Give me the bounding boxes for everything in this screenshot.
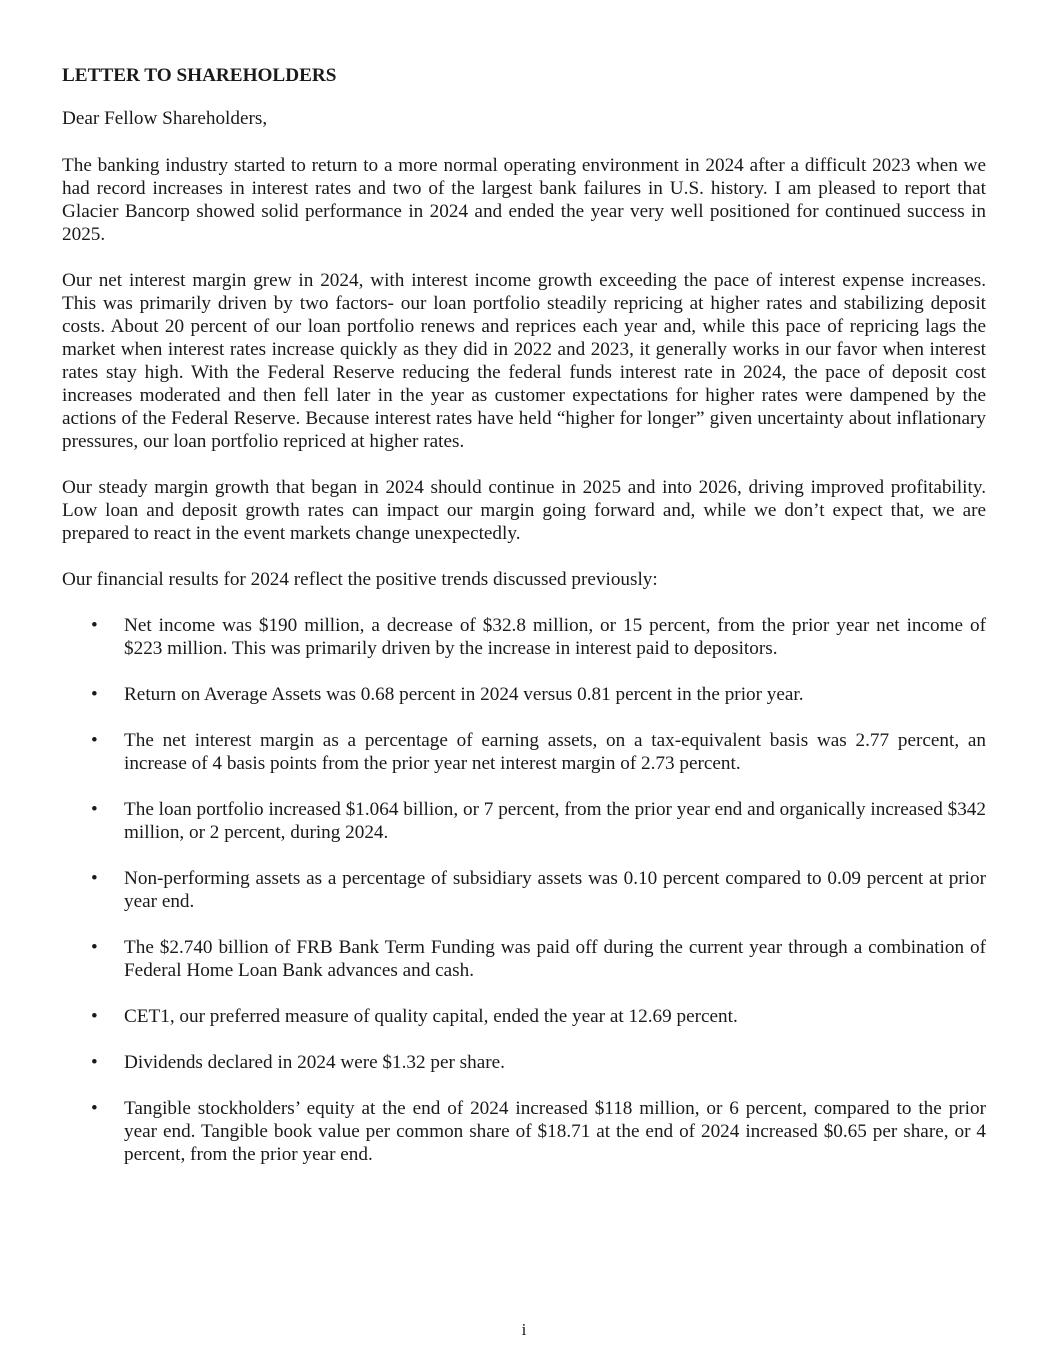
- bullet-icon: •: [91, 684, 98, 705]
- list-item-text: Tangible stockholders’ equity at the end of 2024 increased $118 million, or 6 percent, compared to the prior year end. Tangible book value per common share of $18.71 at the end of 2024 increased $0.65 per share, or 4 percent, from the prior year end.: [124, 1098, 986, 1165]
- list-item-non-performing-assets: [62, 867, 986, 913]
- paragraph-net-interest-margin: Our net interest margin grew in 2024, with interest income growth exceeding the pace of interest expense increases. This was primarily driven by two factors- our loan portfolio steadily repricing at higher rates and stabilizing deposit costs. About 20 percent of our loan portfolio renews and reprices each year and, while this pace of repricing lags the market when interest rates increase quickly as they did in 2022 and 2023, it generally works in our favor when interest rates stay high. With the Federal Reserve reducing the federal funds interest rate in 2024, the pace of deposit cost increases moderated and then fell later in the year as customer expectations for higher rates were dampened by the actions of the Federal Reserve. Because interest rates have held “higher for longer” given uncertainty about inflationary pressures, our loan portfolio repriced at higher rates.: [62, 270, 986, 452]
- list-item-text: Dividends declared in 2024 were $1.32 per share.: [124, 1052, 505, 1073]
- paragraph-results-intro: Our financial results for 2024 reflect the positive trends discussed previously:: [62, 569, 658, 590]
- paragraph-margin-outlook: Our steady margin growth that began in 2024 should continue in 2025 and into 2026, driving improved profitability. Low loan and deposit growth rates can impact our margin going forward and, while we don’t expect that, we are prepared to react in the event markets change unexpectedly.: [62, 477, 986, 544]
- bullet-icon: •: [91, 730, 98, 751]
- list-item-net-interest-margin: [62, 729, 986, 775]
- list-item-text: The loan portfolio increased $1.064 billion, or 7 percent, from the prior year end and organically increased $342 million, or 2 percent, during 2024.: [124, 799, 986, 843]
- list-item-text: CET1, our preferred measure of quality capital, ended the year at 12.69 percent.: [124, 1006, 738, 1027]
- list-item-text: Non-performing assets as a percentage of subsidiary assets was 0.10 percent compared to 0.09 percent at prior year end.: [124, 868, 986, 912]
- letter-title: LETTER TO SHAREHOLDERS: [62, 65, 337, 86]
- list-item-text: The net interest margin as a percentage of earning assets, on a tax-equivalent basis was 2.77 percent, an increase of 4 basis points from the prior year net interest margin of 2.73 percent.: [124, 730, 986, 774]
- letter-page: [62, 64, 986, 1189]
- bullet-icon: •: [91, 615, 98, 636]
- bullet-icon: •: [91, 1052, 98, 1073]
- list-item-loan-portfolio: [62, 798, 986, 844]
- list-item-dividends: [62, 1051, 986, 1074]
- list-item-tangible-equity: [62, 1097, 986, 1166]
- list-item-net-income: [62, 614, 986, 660]
- page-number: i: [521, 1320, 527, 1339]
- financial-results-list: [62, 614, 986, 1166]
- list-item-roaa: [62, 683, 986, 706]
- bullet-icon: •: [91, 799, 98, 820]
- list-item-cet1: [62, 1005, 986, 1028]
- bullet-icon: •: [91, 1098, 98, 1119]
- list-item-text: Return on Average Assets was 0.68 percent in 2024 versus 0.81 percent in the prior year.: [124, 684, 804, 705]
- list-item-term-funding: [62, 936, 986, 982]
- bullet-icon: •: [91, 1006, 98, 1027]
- paragraph-intro: The banking industry started to return to a more normal operating environment in 2024 after a difficult 2023 when we had record increases in interest rates and two of the largest bank failures in U.S. history. I am pleased to report that Glacier Bancorp showed solid performance in 2024 and ended the year very well positioned for continued success in 2025.: [62, 155, 986, 245]
- list-item-text: Net income was $190 million, a decrease of $32.8 million, or 15 percent, from the prior year net income of $223 million. This was primarily driven by the increase in interest paid to depositors.: [124, 615, 986, 659]
- salutation: Dear Fellow Shareholders,: [62, 108, 268, 129]
- bullet-icon: •: [91, 937, 98, 958]
- bullet-icon: •: [91, 868, 98, 889]
- list-item-text: The $2.740 billion of FRB Bank Term Funding was paid off during the current year through a combination of Federal Home Loan Bank advances and cash.: [124, 937, 986, 981]
